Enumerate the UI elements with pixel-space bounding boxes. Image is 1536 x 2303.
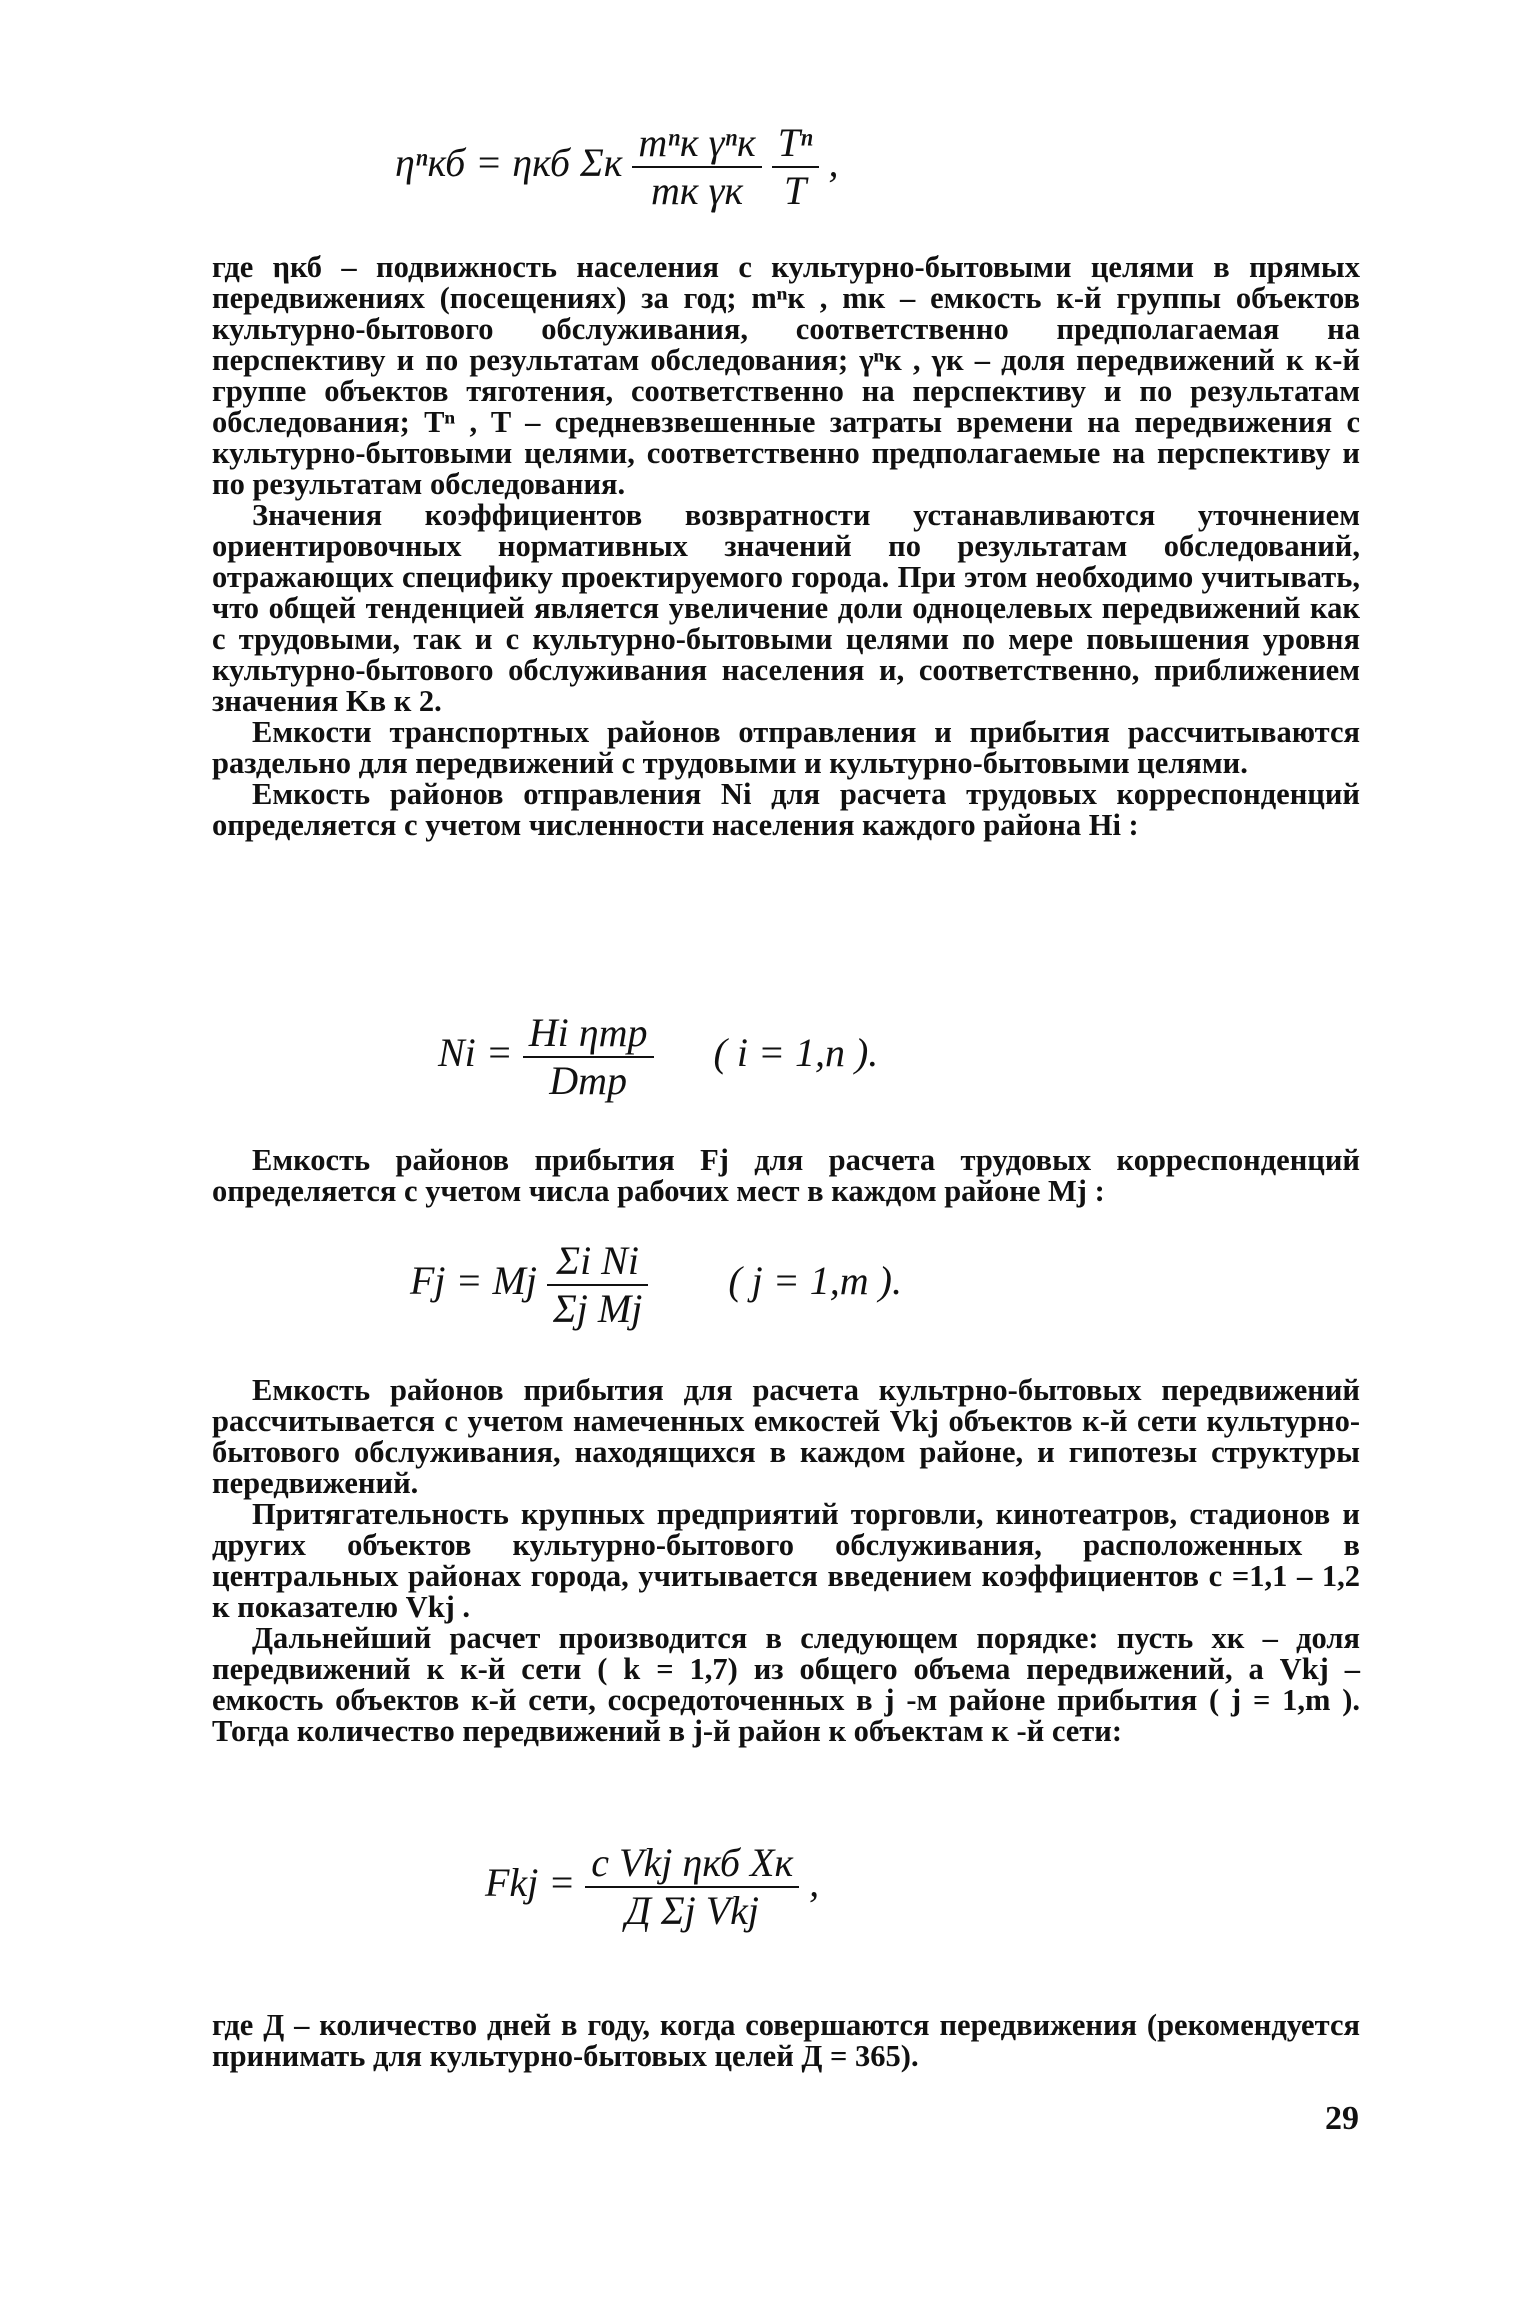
formula-2-fraction xyxy=(523,1010,654,1104)
paragraph-arrival-capacity: Емкость районов прибытия Fj для расчета трудовых корреспонденций определяется с учетом числа рабочих мест в каждом районе Mj : xyxy=(212,1143,1360,1208)
formula-2-condition: ( i = 1,n ). xyxy=(713,1030,879,1076)
paragraph-cultural-arrival: Емкость районов прибытия для расчета культрно-бытовых передвижений рассчитывается с учетом намеченных емкостей Vkj объектов к-й сети культурно-бытового обслуживания, находящихся в каждом районе, и гипотезы структуры передвижений. xyxy=(212,1373,1360,1500)
formula-3-lhs: Fj = Mj xyxy=(410,1258,537,1304)
formula-1-frac2-numerator: Tⁿ xyxy=(777,120,813,165)
formula-2-denominator: Dтр xyxy=(523,1056,654,1104)
formula-2-lhs: Ni = xyxy=(438,1030,513,1076)
formula-3-numerator: Σi Ni xyxy=(556,1238,639,1283)
formula-4-lhs: Fkj = xyxy=(485,1860,576,1906)
paragraph-return-coefficients: Значения коэффициентов возвратности устанавливаются уточнением ориентировочных нормативных значений по результатам обследований, отражающих специфику проектируемого города. При этом необходимо учитывать, что общей тенденцией является увеличение доли одноцелевых передвижений как с трудовыми, так и с культурно-бытовыми целями по мере повышения уровня культурно-бытового обслуживания населения и, соответственно, приближением значения Kв к 2. xyxy=(212,498,1360,718)
formula-1-fraction-capacity xyxy=(632,120,761,214)
text-block-c xyxy=(212,1375,1360,1747)
paragraph-calculation-order: Дальнейший расчет производится в следующем порядке: пусть xк – доля передвижений к к-й сети ( k = 1,7) из общего объема передвижений, а Vkj – емкость объектов к-й сети, сосредоточенных в j -м районе прибытия ( j = 1,m ). Тогда количество передвижений в j-й район к объектам к -й сети: xyxy=(212,1621,1360,1748)
text-block-a xyxy=(212,252,1360,841)
formula-1-lhs: ηⁿкб = ηкб Σк xyxy=(395,140,623,186)
formula-4-denominator: Д Σj Vkj xyxy=(585,1886,799,1934)
formula-mobility-cultural xyxy=(395,120,839,214)
formula-departure-capacity xyxy=(438,1010,878,1104)
formula-1-frac2-denominator: T xyxy=(772,166,819,214)
text-block-b xyxy=(212,1145,1360,1207)
formula-arrival-capacity xyxy=(410,1238,902,1332)
formula-3-fraction xyxy=(547,1238,648,1332)
formula-3-denominator: Σj Mj xyxy=(547,1284,648,1332)
formula-4-numerator: c Vkj ηкб Xк xyxy=(591,1840,794,1885)
formula-3-condition: ( j = 1,m ). xyxy=(728,1258,902,1304)
formula-1-tail: , xyxy=(828,140,839,186)
formula-1-frac1-denominator: mк γк xyxy=(632,166,761,214)
paragraph-departure-capacity: Емкость районов отправления Ni для расчета трудовых корреспонденций определяется с учетом численности населения каждого района Hi : xyxy=(212,777,1360,842)
formula-1-frac1-numerator: mⁿк γⁿк xyxy=(638,120,756,165)
paragraph-definitions: где ηкб – подвижность населения с культурно-бытовыми целями в прямых передвижениях (посещениях) за год; mⁿк , mк – емкость к-й группы объектов культурно-бытового обслуживания, соответственно предполагаемая на перспективу и по результатам обследования; γⁿк , γк – доля передвижений к к-й группе объектов тяготения, соответственно на перспективу и по результатам обследования; Tⁿ , T – средневзвешенные затраты времени на передвижения с культурно-бытовыми целями, соответственно предполагаемые на перспективу и по результатам обследования. xyxy=(212,250,1360,501)
formula-4-tail: , xyxy=(809,1860,820,1906)
page-number: 29 xyxy=(1325,2100,1359,2137)
text-block-d xyxy=(212,2010,1360,2072)
formula-1-fraction-time xyxy=(772,120,819,214)
formula-trip-count xyxy=(485,1840,819,1934)
formula-4-fraction xyxy=(585,1840,799,1934)
paragraph-district-capacities: Емкости транспортных районов отправления и прибытия рассчитываются раздельно для передвижений с трудовыми и культурно-бытовыми целями. xyxy=(212,715,1360,780)
paragraph-attractiveness: Притягательность крупных предприятий торговли, кинотеатров, стадионов и других объектов культурно-бытового обслуживания, расположенных в центральных районах города, учитывается введением коэффициентов c =1,1 – 1,2 к показателю Vkj . xyxy=(212,1497,1360,1624)
paragraph-days-definition: где Д – количество дней в году, когда совершаются передвижения (рекомендуется принимать для культурно-бытовых целей Д = 365). xyxy=(212,2008,1360,2073)
formula-2-numerator: Hi ηтр xyxy=(528,1010,648,1055)
